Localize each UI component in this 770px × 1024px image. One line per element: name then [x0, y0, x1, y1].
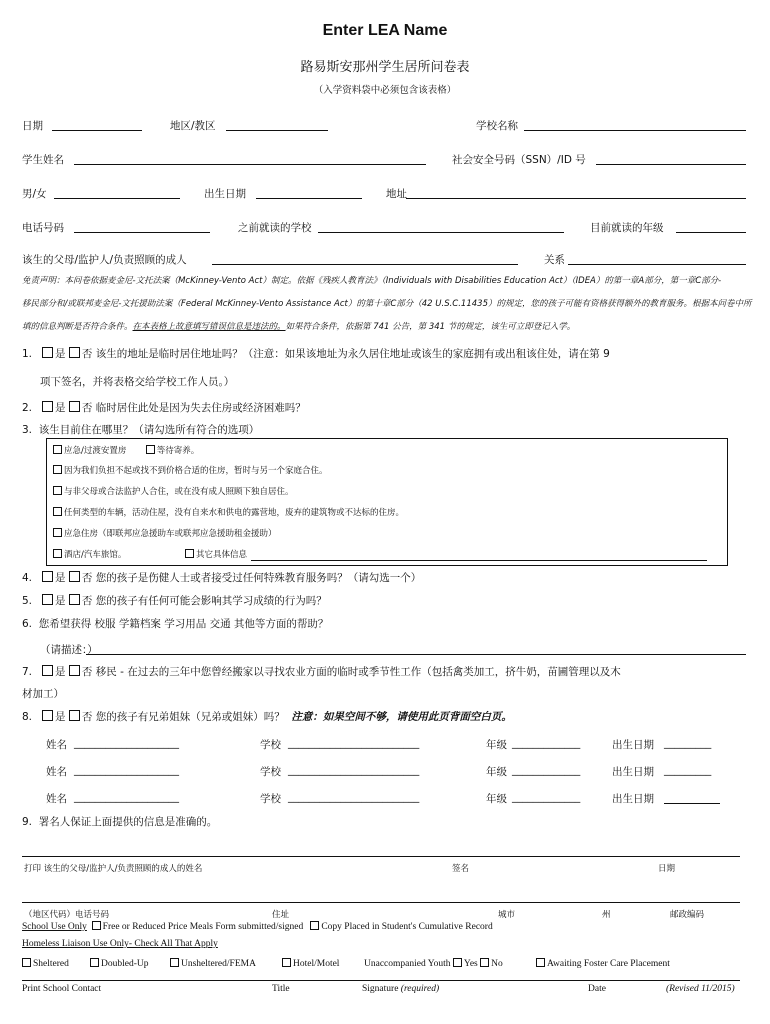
contact-signature-label: Signature (required): [362, 984, 440, 994]
student-name-field[interactable]: [74, 164, 426, 165]
ssn-label: 社会安全号码（SSN）/ID 号: [452, 154, 586, 166]
school-use-label: School Use Only: [22, 922, 87, 932]
q5-no-checkbox[interactable]: [69, 594, 80, 605]
free-meals-checkbox[interactable]: [92, 921, 101, 930]
q8-no-checkbox[interactable]: [69, 710, 80, 721]
question-1: 1. 是 否 该生的地址是临时居住地址吗？（注意：如果该地址为永久居住地址或该生的家庭拥有或出租该住处，请在第 9: [22, 348, 610, 360]
question-4: 4. 是 否 您的孩子是伤健人士或者接受过任何特殊教育服务吗？（请勾选一个）: [22, 572, 422, 584]
gender-field[interactable]: [54, 198, 180, 199]
option-shared-checkbox[interactable]: [53, 465, 62, 474]
school-use-row: School Use Only Free or Reduced Price Meals Form submitted/signed Copy Placed in Student's Cumulative Record: [22, 922, 493, 932]
school-name-label: 学校名称: [476, 120, 518, 132]
residence-label: 住址: [272, 910, 290, 920]
signature-line[interactable]: [22, 856, 740, 857]
unaccompanied-yes-checkbox[interactable]: [453, 958, 462, 967]
district-field[interactable]: [226, 130, 328, 131]
zip-label: 邮政编码: [670, 910, 705, 920]
state-label: 州: [602, 910, 611, 920]
area-phone-label: （地区代码）电话号码: [24, 910, 110, 920]
birth-date-label: 出生日期: [204, 188, 246, 200]
prev-school-label: 之前就读的学校: [238, 222, 312, 234]
district-label: 地区/教区: [170, 120, 216, 132]
option-shelter-checkbox[interactable]: [53, 445, 62, 454]
contact-line[interactable]: [22, 980, 740, 981]
sibling-2-birth-field[interactable]: _________: [664, 764, 712, 776]
question-8: 8. 是 否 您的孩子有兄弟姐妹（兄弟或姐妹）吗？ 注意：如果空间不够，请使用此页背面空白页。: [22, 711, 512, 723]
sibling-1-grade-field[interactable]: _____________: [512, 737, 581, 749]
sibling-2-name-field[interactable]: ____________________: [74, 764, 179, 776]
disclaimer-line-2: 移民部分和/或联邦麦金尼-文托援助法案（Federal McKinney-Vento Assistance Act）的第十章C部分（42 U.S.C.11435）的规定，您的孩子可能有资格获得额外的教育服务。根据本问卷中所: [22, 299, 752, 309]
question-2: 2. 是 否 临时居住此处是因为失去住房或经济困难吗？: [22, 402, 306, 414]
revised-label: (Revised 11/2015): [666, 984, 735, 994]
contact-date-label: Date: [588, 984, 606, 994]
q4-no-checkbox[interactable]: [69, 571, 80, 582]
q6-describe-field[interactable]: [86, 654, 746, 655]
q7-no-checkbox[interactable]: [69, 665, 80, 676]
sibling-2-grade-field[interactable]: _____________: [512, 764, 581, 776]
relation-field[interactable]: [568, 264, 746, 265]
title-label: Title: [272, 984, 290, 994]
copy-placed-checkbox[interactable]: [310, 921, 319, 930]
ssn-field[interactable]: [596, 164, 746, 165]
q8-yes-checkbox[interactable]: [42, 710, 53, 721]
birth-date-field[interactable]: [256, 198, 362, 199]
disclaimer-line-3: 填的信息判断是否符合条件。在本表格上故意填写错误信息是违法的。如果符合条件，依据第 741 公告，第 341 节的规定，该生可立即登记入学。: [22, 322, 576, 332]
question-7-cont: 材加工）: [22, 688, 64, 700]
sign-date-label: 日期: [658, 864, 676, 874]
unsheltered-checkbox[interactable]: [170, 958, 179, 967]
q2-yes-checkbox[interactable]: [42, 401, 53, 412]
print-contact-label: Print School Contact: [22, 984, 102, 994]
disclaimer-line-1: 免责声明：本问卷依据麦金尼-文托法案（McKinney-Vento Act）制定。依据《残疾人教育法》（Individuals with Disabilities Education Act）（IDEA）的第一章A部分，第一章C部分-: [22, 276, 722, 286]
q2-no-checkbox[interactable]: [69, 401, 80, 412]
unaccompanied-no-checkbox[interactable]: [480, 958, 489, 967]
option-awaiting-checkbox[interactable]: [146, 445, 155, 454]
form-title: Enter LEA Name: [322, 22, 448, 39]
q3-options-box: 应急/过渡安置房 等待寄养。 因为我们负担不起或找不到价格合适的住房，暂时与另一个家庭合住。 与非父母或合法监护人合住，或在没有成人照顾下独自居住。 任何类型的车辆，活动住屋，没有自来水和供电的露营地，废弃的建筑物或不达标的住房。 应急住房（即联邦应急援助车或联邦应急援助租金援助） 酒店/汽车旅馆。 其它具体信息: [46, 438, 728, 566]
liaison-label: Homeless Liaison Use Only- Check All That Apply: [22, 939, 218, 949]
date-label: 日期: [22, 120, 43, 132]
option-unaccompanied-checkbox[interactable]: [53, 486, 62, 495]
option-other-checkbox[interactable]: [185, 549, 194, 558]
q4-yes-checkbox[interactable]: [42, 571, 53, 582]
question-7: 7. 是 否 移民 - 在过去的三年中您曾经搬家以寻找农业方面的临时或季节性工作（包括禽类加工，挤牛奶，苗圃管理以及木: [22, 666, 621, 678]
question-6: 6. 您希望获得 校服 学籍档案 学习用品 交通 其他等方面的帮助？: [22, 618, 329, 630]
option-fema-checkbox[interactable]: [53, 528, 62, 537]
q5-yes-checkbox[interactable]: [42, 594, 53, 605]
address-label: 地址: [386, 188, 407, 200]
q8-note: 注意：如果空间不够，请使用此页背面空白页。: [291, 711, 512, 723]
doubled-up-checkbox[interactable]: [90, 958, 99, 967]
phone-label: 电话号码: [22, 222, 64, 234]
awaiting-foster-checkbox[interactable]: [536, 958, 545, 967]
sign-label: 签名: [452, 864, 470, 874]
hotel-motel-checkbox[interactable]: [282, 958, 291, 967]
print-name-label: 打印 该生的父母/监护人/负责照顾的成人的姓名: [24, 864, 203, 874]
question-1-cont: 项下签名，并将表格交给学校工作人员。）: [40, 376, 235, 388]
sibling-3-birth-field[interactable]: [664, 803, 720, 804]
student-name-label: 学生姓名: [22, 154, 64, 166]
sibling-3-school-field[interactable]: _________________________: [288, 791, 420, 803]
address-line[interactable]: [22, 902, 740, 903]
form-subtitle: 路易斯安那州学生居所问卷表: [300, 60, 470, 75]
q1-no-checkbox[interactable]: [69, 347, 80, 358]
address-field[interactable]: [406, 198, 746, 199]
option-substandard-checkbox[interactable]: [53, 507, 62, 516]
date-field[interactable]: [52, 130, 142, 131]
guardian-label: 该生的父母/监护人/负责照顾的成人: [22, 254, 187, 266]
q7-yes-checkbox[interactable]: [42, 665, 53, 676]
sibling-2-school-field[interactable]: _________________________: [288, 764, 420, 776]
option-hotel-checkbox[interactable]: [53, 549, 62, 558]
school-name-field[interactable]: [524, 130, 746, 131]
sibling-1-school-field[interactable]: _________________________: [288, 737, 420, 749]
question-9: 9. 署名人保证上面提供的信息是准确的。: [22, 816, 218, 828]
gender-label: 男/女: [22, 188, 47, 200]
grade-label: 目前就读的年级: [590, 222, 664, 234]
prev-school-field[interactable]: [318, 232, 564, 233]
guardian-field[interactable]: [212, 264, 518, 265]
sibling-1-name-field[interactable]: ____________________: [74, 737, 179, 749]
question-5: 5. 是 否 您的孩子有任何可能会影响其学习成绩的行为吗？: [22, 595, 327, 607]
sibling-3-grade-field[interactable]: _____________: [512, 791, 581, 803]
q1-yes-checkbox[interactable]: [42, 347, 53, 358]
question-6-describe: （请描述：）: [40, 644, 98, 656]
sheltered-checkbox[interactable]: [22, 958, 31, 967]
phone-field[interactable]: [74, 232, 210, 233]
other-details-field[interactable]: [251, 560, 707, 561]
city-label: 城市: [498, 910, 516, 920]
form-note: （入学资料袋中必须包含该表格）: [313, 85, 457, 96]
grade-field[interactable]: [676, 232, 746, 233]
sibling-1-birth-field[interactable]: _________: [664, 737, 712, 749]
question-3: 3. 该生目前住在哪里？（请勾选所有符合的选项）: [22, 424, 260, 436]
relation-label: 关系: [544, 254, 565, 266]
sibling-3-name-field[interactable]: ____________________: [74, 791, 179, 803]
